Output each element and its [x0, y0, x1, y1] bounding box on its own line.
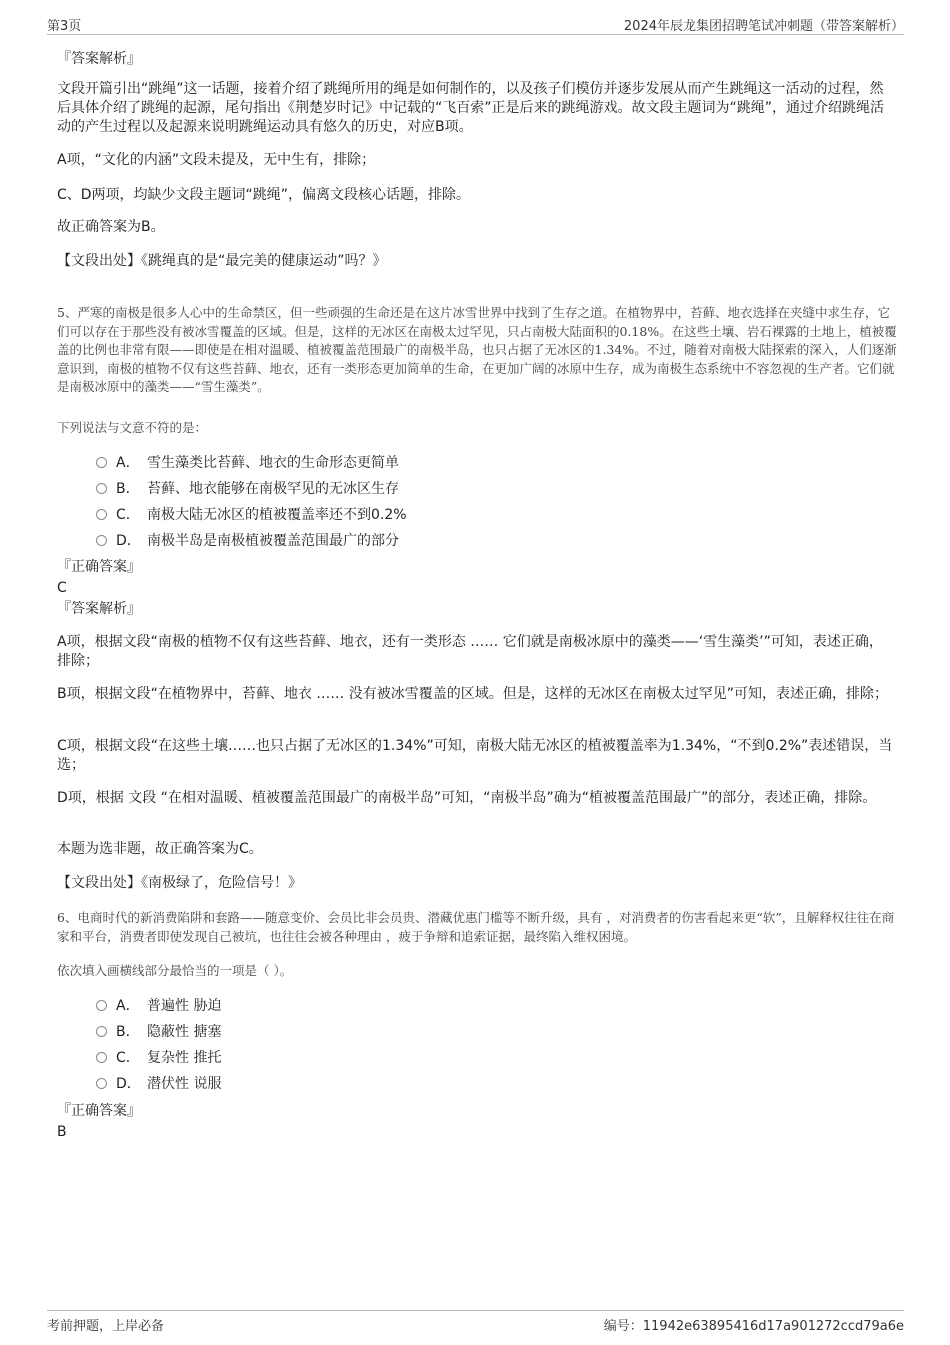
option-letter: C．: [116, 507, 140, 523]
page-header: [47, 14, 904, 35]
q5-option-d[interactable]: [96, 531, 399, 551]
q5-question: 下列说法与文意不符的是：: [57, 420, 208, 435]
q5-answer: C: [57, 580, 67, 596]
option-text: 雪生藻类比苔藓、地衣的生命形态更简单: [147, 455, 399, 471]
option-text: 潜伏性 说服: [147, 1076, 222, 1092]
radio-icon[interactable]: [96, 509, 107, 520]
radio-icon[interactable]: [96, 1000, 107, 1011]
q5-analysis-label: 『答案解析』: [57, 601, 141, 617]
radio-icon[interactable]: [96, 483, 107, 494]
option-text: 南极半岛是南极植被覆盖范围最广的部分: [147, 533, 399, 549]
option-text: 普遍性 胁迫: [147, 998, 222, 1014]
q5-source: 【文段出处】《南极绿了，危险信号！》: [57, 875, 302, 891]
option-text: 苔藓、地衣能够在南极罕见的无冰区生存: [147, 481, 399, 497]
option-letter: C．: [116, 1050, 140, 1066]
option-text: 隐蔽性 搪塞: [147, 1024, 222, 1040]
q5-analysis-d: D项，根据 文段 “在相对温暖、植被覆盖范围最广的南极半岛”可知，“南极半岛”确为“植被覆盖范围最广”的部分，表述正确，排除。: [57, 790, 877, 806]
option-letter: D．: [116, 1076, 141, 1092]
q5-analysis-b: B项，根据文段“在植物界中，苔藓、地衣 …… 没有被冰雪覆盖的区域。但是，这样的无冰区在南极太过罕见”可知，表述正确，排除；: [57, 686, 889, 702]
footer-slogan: 考前押题，上岸必备: [47, 1319, 165, 1334]
radio-icon[interactable]: [96, 457, 107, 468]
q4-analysis-conclusion: 故正确答案为B。: [57, 219, 165, 235]
q4-analysis-option-cd: C、D两项，均缺少文段主题词“跳绳”，偏离文段核心话题，排除。: [57, 187, 471, 203]
page-footer: [47, 1310, 904, 1335]
page-number: 第3页: [47, 19, 82, 34]
radio-icon[interactable]: [96, 1052, 107, 1063]
radio-icon[interactable]: [96, 1078, 107, 1089]
q6-option-a[interactable]: [96, 996, 221, 1016]
q5-analysis-a: A项，根据文段“南极的植物不仅有这些苔藓、地衣，还有一类形态 …… 它们就是南极冰原中的藻类——‘雪生藻类’”可知，表述正确，排除；: [57, 634, 883, 669]
option-letter: B．: [116, 481, 140, 497]
q5-option-b[interactable]: [96, 479, 399, 499]
option-letter: B．: [116, 1024, 140, 1040]
q5-analysis-c: C项，根据文段“在这些土壤……也只占据了无冰区的1.34%”可知，南极大陆无冰区的植被覆盖率为1.34%，“不到0.2%”表述错误，当选；: [57, 738, 893, 773]
document-title: 2024年辰龙集团招聘笔试冲刺题（带答案解析）: [623, 19, 904, 34]
q6-question: 依次填入画横线部分最恰当的一项是（ ）。: [57, 963, 293, 978]
q6-answer-label: 『正确答案』: [57, 1103, 141, 1119]
option-letter: A．: [116, 998, 140, 1014]
q5-stem: 5、严寒的南极是很多人心中的生命禁区，但一些顽强的生命还是在这片冰雪世界中找到了生存之道。在植物界中，苔藓、地衣选择在夹缝中求生存，它们可以存在于那些没有被冰雪覆盖的区域。但是，这样的无冰区在南极太过罕见，只占南极大陆面积的0.18%。在这些土壤、岩石裸露的土地上，植被覆盖的比例也非常有限——即使是在相对温暖、植被覆盖范围最广的南极半岛，也只占据了无冰区的1.34%。不过，随着对南极大陆探索的深入，人们逐渐意识到，南极的植物不仅有这些苔藓、地衣，还有一类形态更加简单的生命，在更加广阔的冰原中生存，成为南极生态系统中不容忽视的生产者。它们就是南极冰原中的藻类——“雪生藻类”。: [57, 305, 897, 395]
option-letter: A．: [116, 455, 140, 471]
option-text: 复杂性 推托: [147, 1050, 222, 1066]
document-id: 编号：11942e63895416d17a901272ccd79a6e: [603, 1319, 904, 1334]
q4-source: 【文段出处】《跳绳真的是“最完美的健康运动”吗？》: [57, 253, 387, 269]
q4-analysis-label: 『答案解析』: [57, 51, 141, 67]
option-text: 南极大陆无冰区的植被覆盖率还不到0.2%: [147, 507, 407, 523]
q6-option-b[interactable]: [96, 1022, 221, 1042]
q6-stem: 6、电商时代的新消费陷阱和套路——随意变价、会员比非会员贵、潜藏优惠门槛等不断升级，具有 ，对消费者的伤害看起来更“软”，且解释权往往在商家和平台，消费者即使发现自己被坑，也往往会被各种理由 ，疲于争辩和追索证据，最终陷入维权困境。: [57, 910, 895, 944]
radio-icon[interactable]: [96, 535, 107, 546]
q5-option-c[interactable]: [96, 505, 407, 525]
radio-icon[interactable]: [96, 1026, 107, 1037]
q5-answer-label: 『正确答案』: [57, 559, 141, 575]
q5-conclusion: 本题为选非题，故正确答案为C。: [57, 841, 263, 857]
q6-answer: B: [57, 1124, 67, 1140]
q5-option-a[interactable]: [96, 453, 399, 473]
q6-option-d[interactable]: [96, 1074, 221, 1094]
option-letter: D．: [116, 533, 141, 549]
q4-analysis-paragraph: 文段开篇引出“跳绳”这一话题，接着介绍了跳绳所用的绳是如何制作的，以及孩子们模仿并逐步发展从而产生跳绳这一活动的过程，然后具体介绍了跳绳的起源，尾句指出《荆楚岁时记》中记载的“飞百索”正是后来的跳绳游戏。故文段主题词为“跳绳”，通过介绍跳绳活动的产生过程以及起源来说明跳绳运动具有悠久的历史，对应B项。: [57, 81, 885, 135]
q4-analysis-option-a: A项，“文化的内涵”文段未提及，无中生有，排除；: [57, 152, 376, 168]
q6-option-c[interactable]: [96, 1048, 221, 1068]
